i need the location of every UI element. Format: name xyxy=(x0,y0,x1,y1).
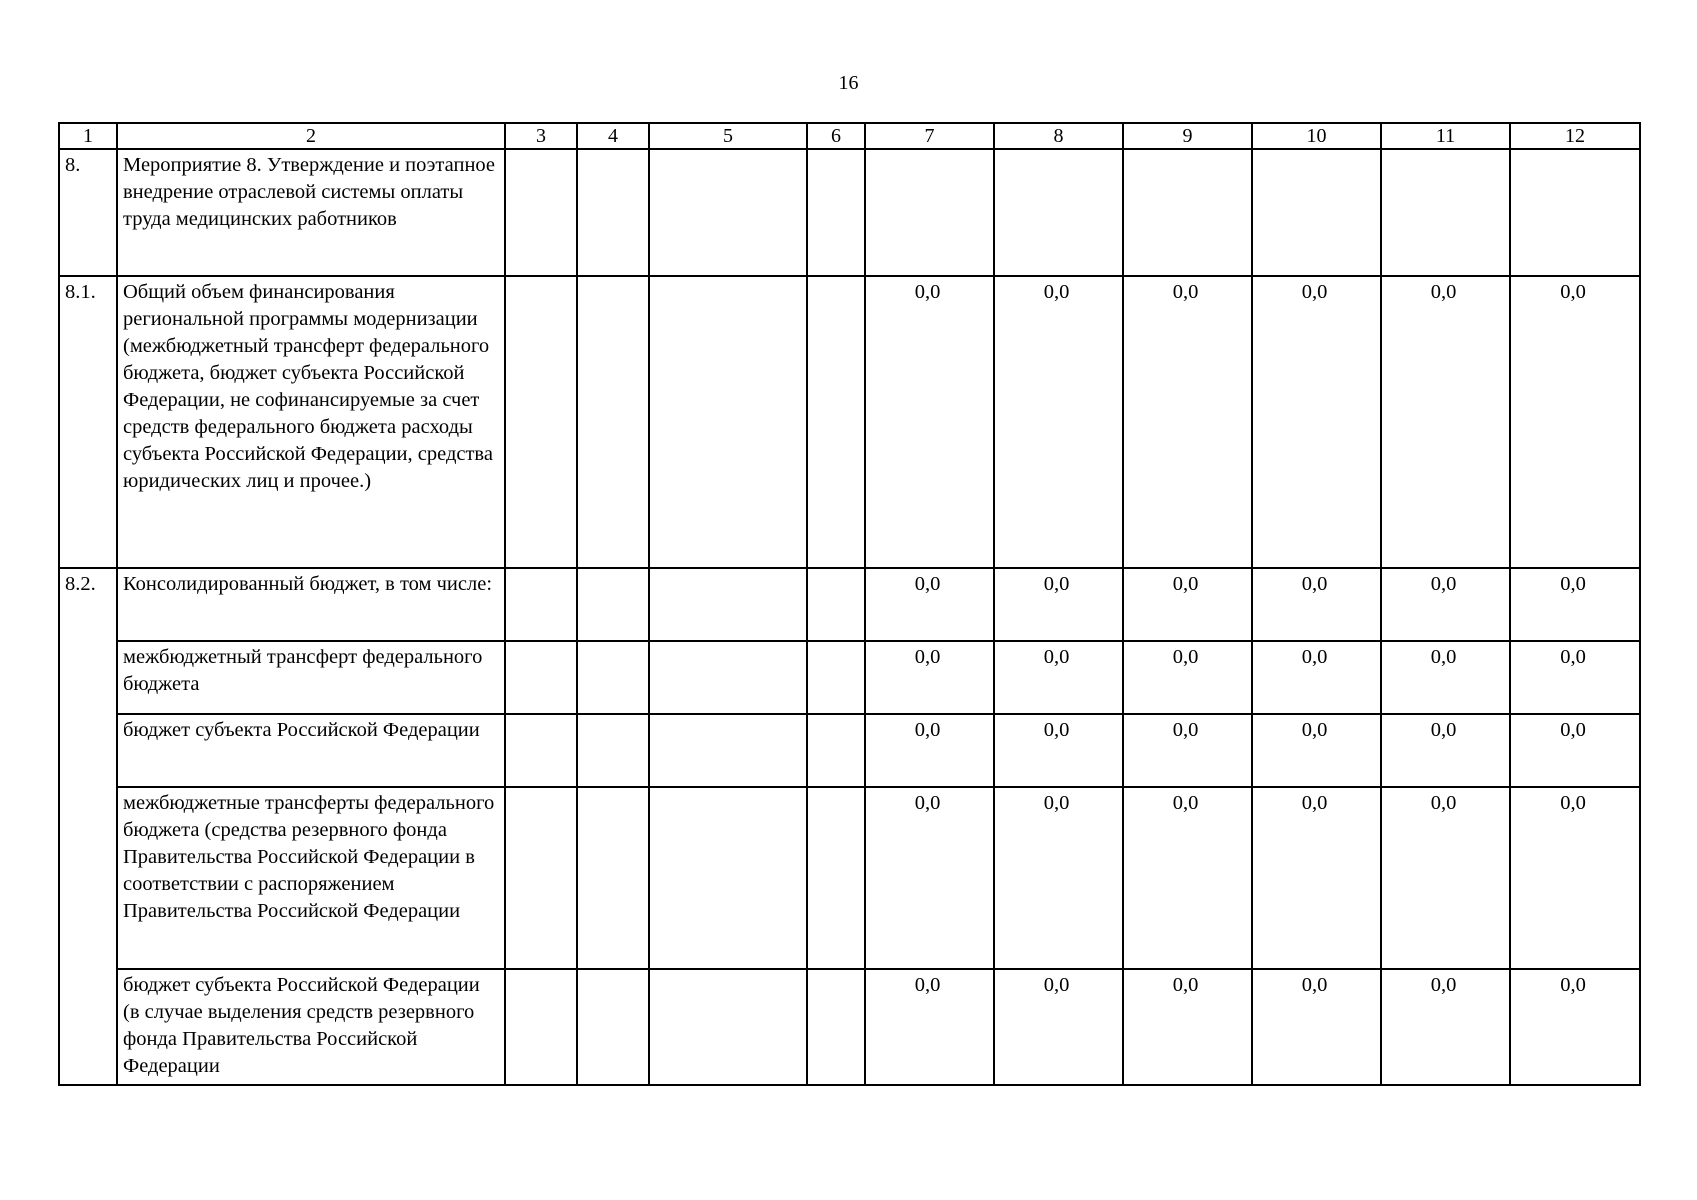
column-header-9: 9 xyxy=(1123,123,1252,149)
value-col-12: 0,0 xyxy=(1510,276,1640,568)
column-header-5: 5 xyxy=(649,123,807,149)
empty-cell xyxy=(577,969,649,1085)
empty-cell xyxy=(505,787,577,969)
column-number-header-row xyxy=(59,123,1640,149)
table-row-8-2-regional-budget xyxy=(59,714,1640,787)
value-col-12: 0,0 xyxy=(1510,714,1640,787)
row-number: 8. xyxy=(59,149,117,276)
empty-cell xyxy=(807,276,865,568)
empty-cell xyxy=(505,568,577,641)
empty-cell xyxy=(505,149,577,276)
empty-cell xyxy=(505,641,577,714)
value-col-7: 0,0 xyxy=(865,276,994,568)
table-row-8-2 xyxy=(59,568,1640,641)
value-col-9: 0,0 xyxy=(1123,641,1252,714)
value-col-8: 0,0 xyxy=(994,641,1123,714)
row-number: 8.2. xyxy=(59,568,117,1085)
value-col-12: 0,0 xyxy=(1510,568,1640,641)
value-col-11: 0,0 xyxy=(1381,276,1510,568)
row-description: бюджет субъекта Российской Федерации xyxy=(117,714,505,787)
value-col-7: 0,0 xyxy=(865,969,994,1085)
value-col-9: 0,0 xyxy=(1123,787,1252,969)
value-col-8: 0,0 xyxy=(994,969,1123,1085)
empty-cell xyxy=(649,714,807,787)
empty-cell xyxy=(577,568,649,641)
column-header-6: 6 xyxy=(807,123,865,149)
column-header-7: 7 xyxy=(865,123,994,149)
value-col-10: 0,0 xyxy=(1252,568,1381,641)
value-col-12: 0,0 xyxy=(1510,641,1640,714)
row-description: бюджет субъекта Российской Федерации (в случае выделения средств резервного фонда Правительства Российской Федерации xyxy=(117,969,505,1085)
table-row-8-1 xyxy=(59,276,1640,568)
empty-cell xyxy=(1381,149,1510,276)
empty-cell xyxy=(577,714,649,787)
value-col-8: 0,0 xyxy=(994,568,1123,641)
empty-cell xyxy=(1252,149,1381,276)
column-header-2: 2 xyxy=(117,123,505,149)
column-header-1: 1 xyxy=(59,123,117,149)
value-col-12: 0,0 xyxy=(1510,787,1640,969)
row-description: межбюджетные трансферты федерального бюджета (средства резервного фонда Правительства Российской Федерации в соответствии с распоряжением Правительства Российской Федерации xyxy=(117,787,505,969)
empty-cell xyxy=(807,641,865,714)
row-description: Консолидированный бюджет, в том числе: xyxy=(117,568,505,641)
value-col-10: 0,0 xyxy=(1252,969,1381,1085)
empty-cell xyxy=(649,149,807,276)
value-col-12: 0,0 xyxy=(1510,969,1640,1085)
empty-cell xyxy=(1510,149,1640,276)
value-col-9: 0,0 xyxy=(1123,969,1252,1085)
value-col-8: 0,0 xyxy=(994,714,1123,787)
value-col-9: 0,0 xyxy=(1123,568,1252,641)
value-col-9: 0,0 xyxy=(1123,714,1252,787)
empty-cell xyxy=(505,276,577,568)
empty-cell xyxy=(505,969,577,1085)
empty-cell xyxy=(649,787,807,969)
empty-cell xyxy=(807,568,865,641)
empty-cell xyxy=(994,149,1123,276)
empty-cell xyxy=(807,714,865,787)
column-header-4: 4 xyxy=(577,123,649,149)
empty-cell xyxy=(577,641,649,714)
row-description: Мероприятие 8. Утверждение и поэтапное внедрение отраслевой системы оплаты труда медицинских работников xyxy=(117,149,505,276)
financing-table xyxy=(58,122,1641,1086)
value-col-11: 0,0 xyxy=(1381,714,1510,787)
value-col-8: 0,0 xyxy=(994,276,1123,568)
value-col-11: 0,0 xyxy=(1381,568,1510,641)
value-col-7: 0,0 xyxy=(865,714,994,787)
empty-cell xyxy=(577,787,649,969)
column-header-12: 12 xyxy=(1510,123,1640,149)
column-header-10: 10 xyxy=(1252,123,1381,149)
empty-cell xyxy=(577,276,649,568)
row-number: 8.1. xyxy=(59,276,117,568)
empty-cell xyxy=(807,787,865,969)
empty-cell xyxy=(577,149,649,276)
table-row-8-2-federal-transfer xyxy=(59,641,1640,714)
value-col-10: 0,0 xyxy=(1252,714,1381,787)
empty-cell xyxy=(649,568,807,641)
value-col-10: 0,0 xyxy=(1252,787,1381,969)
page-number: 16 xyxy=(838,72,859,94)
column-header-11: 11 xyxy=(1381,123,1510,149)
value-col-10: 0,0 xyxy=(1252,276,1381,568)
table-row-8 xyxy=(59,149,1640,276)
table-row-8-2-regional-budget-reserve xyxy=(59,969,1640,1085)
empty-cell xyxy=(649,969,807,1085)
empty-cell xyxy=(865,149,994,276)
column-header-8: 8 xyxy=(994,123,1123,149)
value-col-7: 0,0 xyxy=(865,568,994,641)
table-row-8-2-reserve-fund-transfers xyxy=(59,787,1640,969)
value-col-11: 0,0 xyxy=(1381,787,1510,969)
value-col-11: 0,0 xyxy=(1381,969,1510,1085)
value-col-11: 0,0 xyxy=(1381,641,1510,714)
value-col-9: 0,0 xyxy=(1123,276,1252,568)
empty-cell xyxy=(807,149,865,276)
empty-cell xyxy=(649,276,807,568)
value-col-7: 0,0 xyxy=(865,641,994,714)
empty-cell xyxy=(649,641,807,714)
row-description: Общий объем финансирования региональной программы модернизации (межбюджетный трансферт федерального бюджета, бюджет субъекта Российской Федерации, не софинансируемые за счет средств федерального бюджета расходы субъекта Российской Федерации, средства юридических лиц и прочее.) xyxy=(117,276,505,568)
value-col-10: 0,0 xyxy=(1252,641,1381,714)
empty-cell xyxy=(505,714,577,787)
column-header-3: 3 xyxy=(505,123,577,149)
empty-cell xyxy=(1123,149,1252,276)
row-description: межбюджетный трансферт федерального бюджета xyxy=(117,641,505,714)
value-col-7: 0,0 xyxy=(865,787,994,969)
value-col-8: 0,0 xyxy=(994,787,1123,969)
empty-cell xyxy=(807,969,865,1085)
